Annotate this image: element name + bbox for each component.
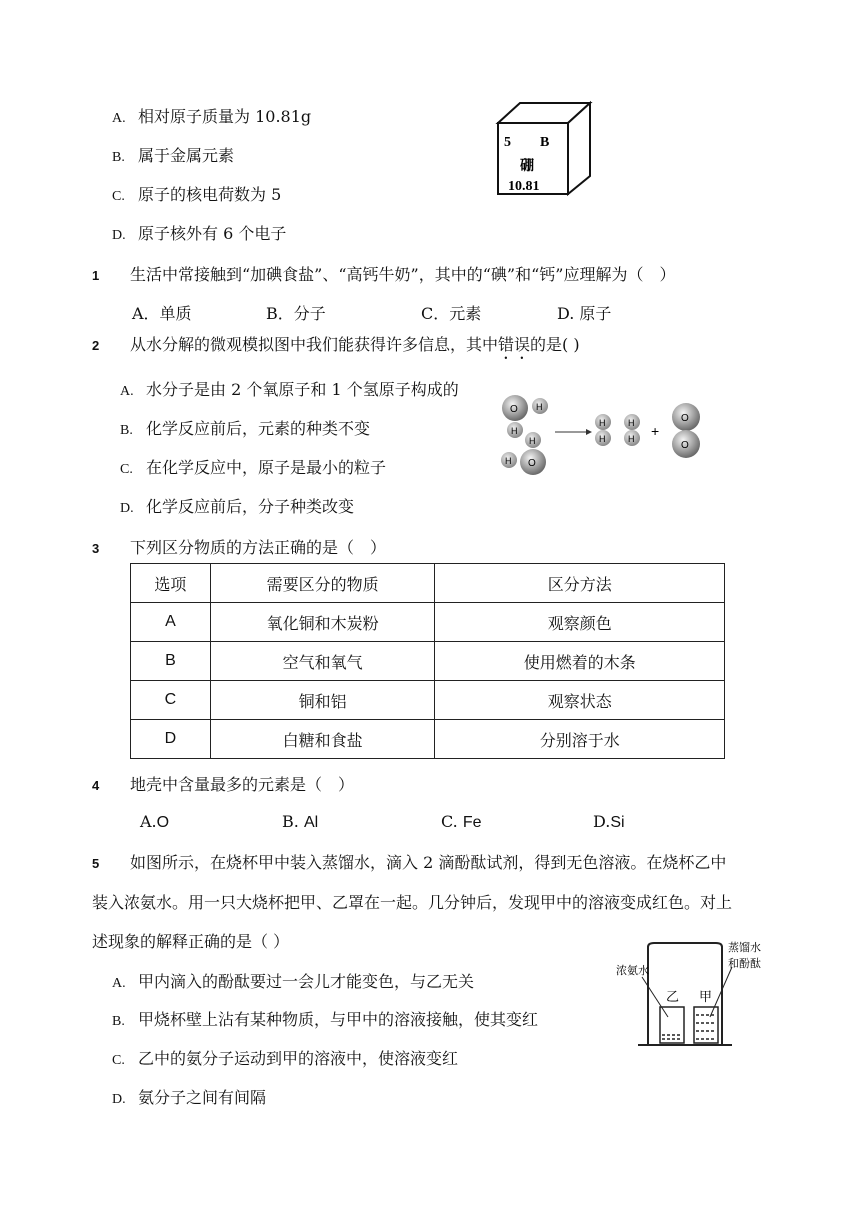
table-row: C 铜和铝 观察状态	[131, 681, 725, 720]
label-beaker-b: 乙	[666, 990, 680, 1005]
q2-option-b: B. 化学反应前后，元素的种类不变	[120, 419, 371, 438]
element-box-figure	[490, 98, 600, 198]
svg-text:H: H	[505, 456, 512, 466]
q2-option-a: A. 水分子是由 2 个氧原子和 1 个氢原子构成的	[120, 380, 459, 399]
svg-text:O: O	[681, 413, 689, 424]
svg-text:H: H	[599, 418, 606, 428]
label-phenolphthalein: 和酚酞	[728, 957, 761, 970]
svg-text:H: H	[511, 426, 518, 436]
q5-option-d: D. 氨分子之间有间隔	[112, 1088, 267, 1107]
svg-text:H: H	[529, 436, 536, 446]
label-ammonia: 浓氨水	[616, 964, 649, 977]
q1-option-b: B．分子	[266, 304, 326, 323]
q2-option-c: C. 在化学反应中，原子是最小的粒子	[120, 458, 387, 477]
svg-text:H: H	[536, 402, 543, 412]
svg-text:H: H	[628, 434, 635, 444]
q2-option-d: D. 化学反应前后，分子种类改变	[120, 497, 355, 516]
q0-option-b: B. 属于金属元素	[112, 146, 235, 165]
element-number: 5	[504, 135, 511, 150]
label-distilled-water: 蒸馏水	[728, 941, 761, 954]
svg-text:O: O	[681, 440, 689, 451]
table-header-row	[131, 564, 725, 603]
q4-option-a: A.O	[140, 812, 170, 831]
q0-option-c: C. 原子的核电荷数为 5	[112, 185, 282, 204]
distinguish-table	[130, 563, 725, 759]
table-row: B 空气和氧气 使用燃着的木条	[131, 642, 725, 681]
water-decomposition-figure	[493, 392, 713, 480]
table-header: 选项	[131, 564, 211, 603]
q5-option-a: A. 甲内滴入的酚酞要过一会儿才能变色，与乙无关	[112, 972, 475, 991]
question-5-line-3: 述现象的解释正确的是（ ）	[92, 932, 290, 951]
beaker-figure	[612, 937, 782, 1055]
table-row: D 白糖和食盐 分别溶于水	[131, 720, 725, 759]
element-name: 硼	[520, 158, 534, 174]
svg-text:+: +	[651, 423, 660, 439]
q4-option-c: C. Fe	[441, 812, 482, 831]
q1-option-a: A．单质	[132, 304, 192, 323]
svg-text:H: H	[599, 434, 606, 444]
question-5-line-2: 装入浓氨水。用一只大烧杯把甲、乙罩在一起。几分钟后，发现甲中的溶液变成红色。对上	[92, 893, 733, 912]
q5-option-b: B. 甲烧杯壁上沾有某种物质，与甲中的溶液接触，使其变红	[112, 1010, 539, 1029]
table-row: A 氧化铜和木炭粉 观察颜色	[131, 603, 725, 642]
q1-option-c: C．元素	[421, 304, 482, 323]
q1-option-d: D. 原子	[557, 304, 612, 323]
q0-option-a: A. 相对原子质量为 10.81g	[112, 107, 312, 126]
element-mass: 10.81	[508, 179, 540, 194]
label-beaker-a: 甲	[699, 990, 713, 1005]
question-1: 1 生活中常接触到“加碘食盐”、“高钙牛奶”，其中的“碘”和“钙”应理解为（ ）	[92, 265, 676, 284]
table-header: 区分方法	[435, 564, 725, 603]
svg-text:H: H	[628, 418, 635, 428]
q4-option-b: B. Al	[282, 812, 319, 831]
svg-text:O: O	[528, 458, 536, 469]
q4-option-d: D.Si	[593, 812, 625, 831]
question-2: 2 从水分解的微观模拟图中我们能获得许多信息，其中错误的是( )	[92, 335, 580, 354]
q5-option-c: C. 乙中的氨分子运动到甲的溶液中，使溶液变红	[112, 1049, 459, 1068]
svg-text:O: O	[510, 404, 518, 415]
element-symbol: B	[540, 135, 550, 150]
q0-option-d: D. 原子核外有 6 个电子	[112, 224, 287, 243]
question-4: 4 地壳中含量最多的元素是（ ）	[92, 775, 355, 794]
table-header: 需要区分的物质	[210, 564, 435, 603]
question-3: 3 下列区分物质的方法正确的是（ ）	[92, 538, 387, 557]
question-5-line-1: 5 如图所示，在烧杯甲中装入蒸馏水，滴入 2 滴酚酞试剂，得到无色溶液。在烧杯乙中	[92, 853, 727, 872]
